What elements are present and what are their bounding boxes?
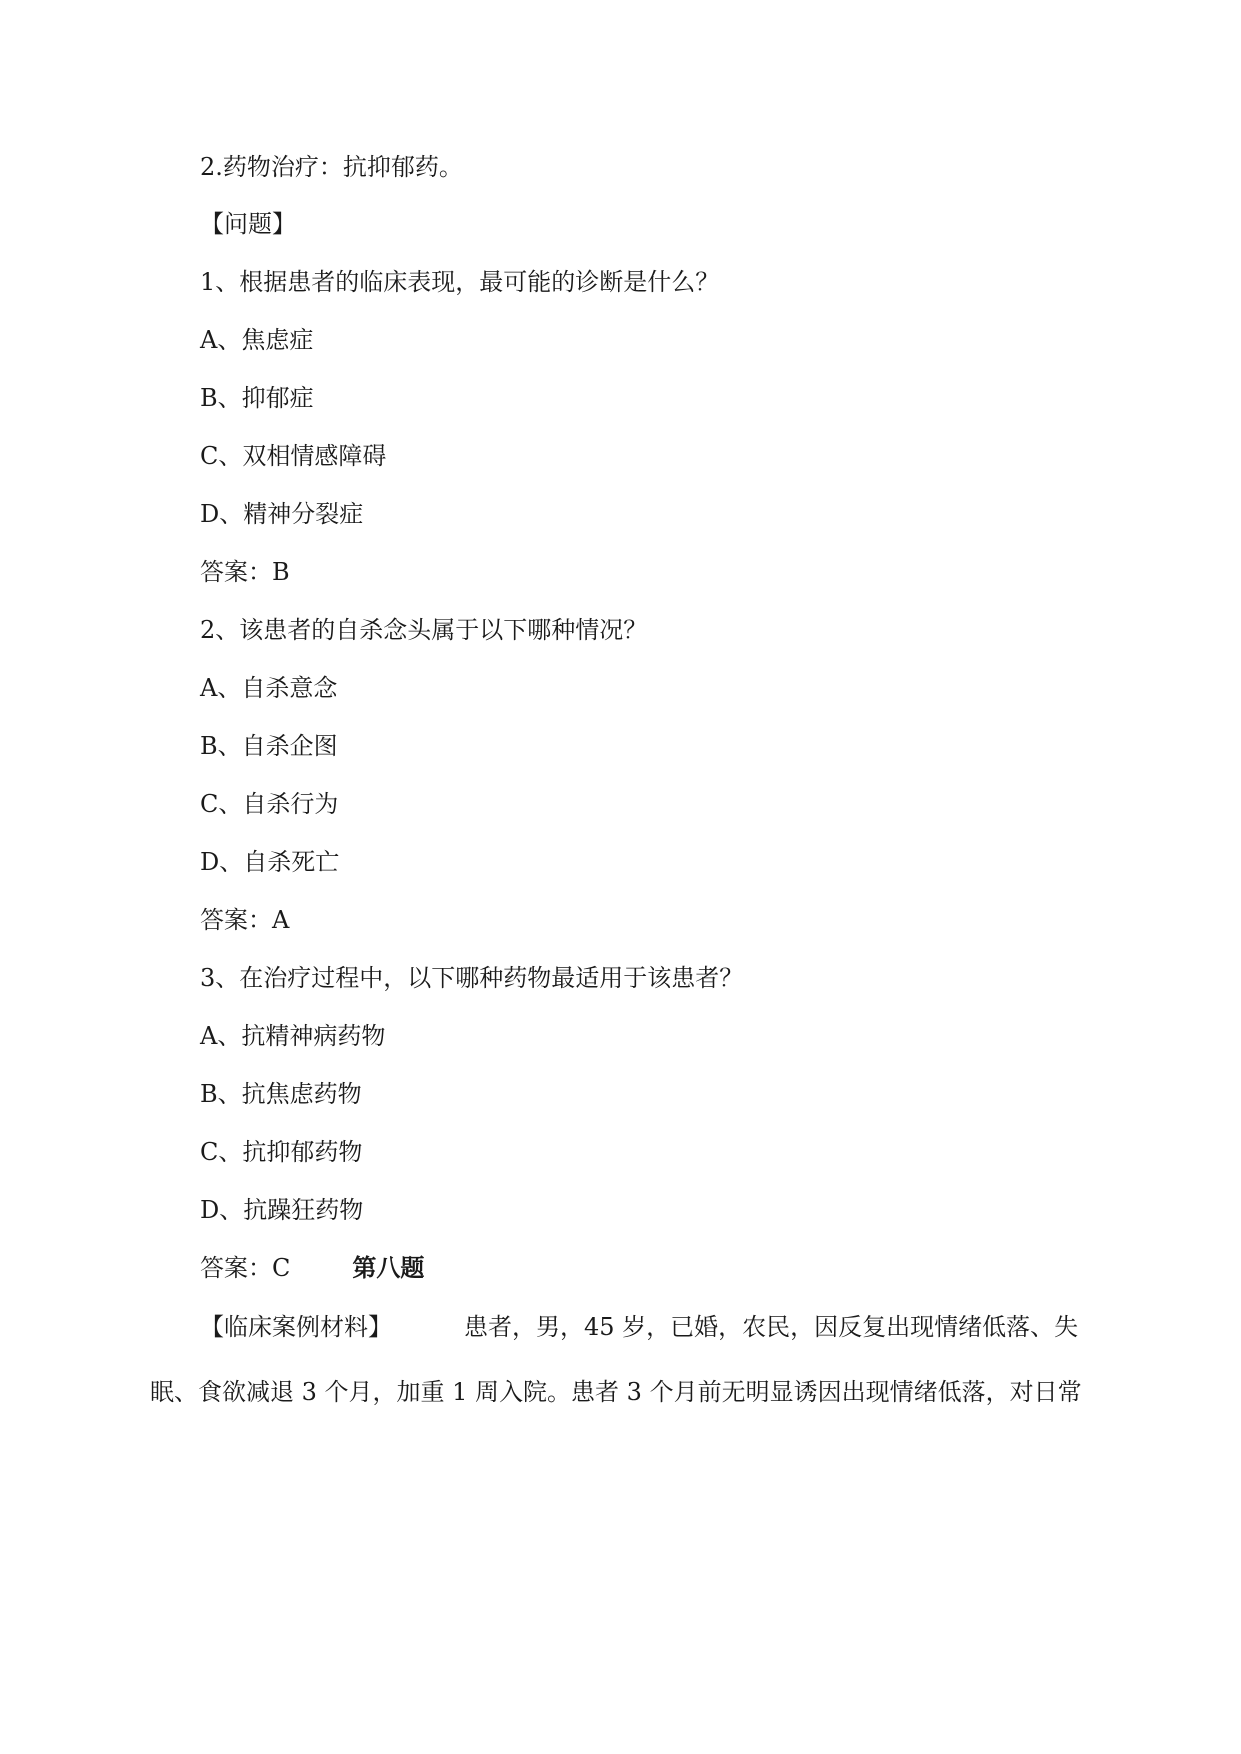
question-1-option-d: D、精神分裂症 <box>200 500 364 528</box>
question-1-option-c: C、双相情感障碍 <box>200 442 387 470</box>
question-3-option-c: C、抗抑郁药物 <box>200 1138 363 1166</box>
treatment-line: 2.药物治疗：抗抑郁药。 <box>200 153 463 181</box>
case-text-line-2: 眠、食欲减退 3 个月，加重 1 周入院。患者 3 个月前无明显诱因出现情绪低落，对日常 <box>150 1378 1082 1406</box>
question-1-option-b: B、抑郁症 <box>200 384 314 412</box>
question-1-stem: 1、根据患者的临床表现，最可能的诊断是什么？ <box>200 268 720 296</box>
case-text-line-1: 患者，男，45 岁，已婚，农民，因反复出现情绪低落、失 <box>464 1313 1079 1341</box>
question-3-option-a: A、抗精神病药物 <box>200 1022 386 1050</box>
question-3-option-b: B、抗焦虑药物 <box>200 1080 362 1108</box>
question-3-option-d: D、抗躁狂药物 <box>200 1196 364 1224</box>
question-2-stem: 2、该患者的自杀念头属于以下哪种情况？ <box>200 616 648 644</box>
question-3-stem: 3、在治疗过程中，以下哪种药物最适用于该患者？ <box>200 964 744 992</box>
questions-header: 【问题】 <box>200 210 296 238</box>
question-2-answer: 答案：A <box>200 906 290 934</box>
question-2-option-c: C、自杀行为 <box>200 790 339 818</box>
answer-and-section-row <box>200 1252 424 1284</box>
question-2-option-b: B、自杀企图 <box>200 732 338 760</box>
question-1-answer: 答案：B <box>200 558 290 586</box>
case-intro-row <box>200 1311 1078 1343</box>
question-2-option-d: D、自杀死亡 <box>200 848 340 876</box>
case-material-label: 【临床案例材料】 <box>200 1313 392 1341</box>
question-3-answer: 答案：C <box>200 1254 291 1282</box>
section-8-title: 第八题 <box>352 1254 425 1282</box>
question-1-option-a: A、焦虑症 <box>200 326 314 354</box>
question-2-option-a: A、自杀意念 <box>200 674 338 702</box>
